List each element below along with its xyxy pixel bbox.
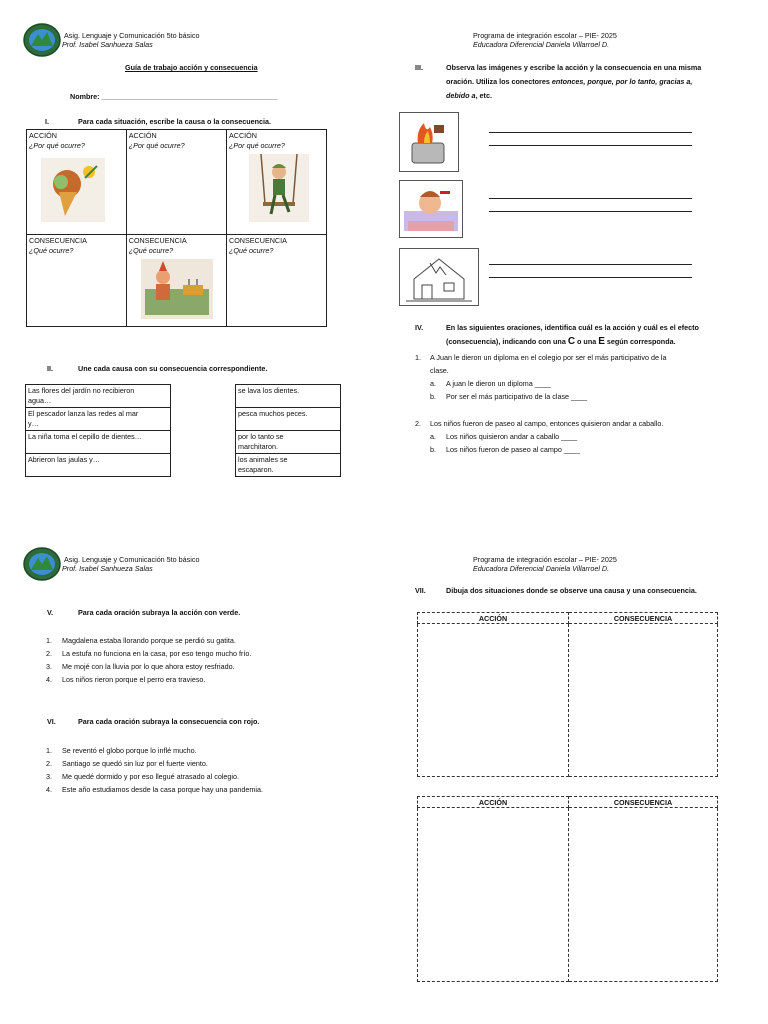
sub-letter: b. bbox=[430, 445, 436, 454]
answer-line[interactable] bbox=[489, 145, 692, 146]
list-item: 1. Magdalena estaba llorando porque se perdió su gatita. bbox=[46, 636, 236, 645]
section7-number: VII. bbox=[415, 586, 426, 595]
effect-item[interactable]: pesca muchos peces. bbox=[236, 408, 341, 431]
answer-line[interactable] bbox=[489, 198, 692, 199]
drawing-table-2 bbox=[417, 796, 718, 982]
list-item: 2. Santiago se quedó sin luz por el fuerte viento. bbox=[46, 759, 208, 768]
page-title: Guía de trabajo acción y consecuencia bbox=[125, 63, 258, 72]
item-number: 2. bbox=[415, 419, 421, 428]
list-item: 1. Se reventó el globo porque lo inflé mucho. bbox=[46, 746, 197, 755]
teacher-header: Prof. Isabel Sanhueza Salas bbox=[62, 564, 153, 573]
answer-line[interactable] bbox=[489, 132, 692, 133]
effects-column bbox=[235, 384, 341, 477]
item-text: clase. bbox=[430, 366, 449, 375]
section4-number: IV. bbox=[415, 323, 424, 332]
subject-header: Asig. Lenguaje y Comunicación 5to básico bbox=[64, 31, 200, 40]
effect-item[interactable]: los animales se escaparon. bbox=[236, 454, 341, 477]
drawing-area-action[interactable] bbox=[418, 808, 569, 982]
action-question: ¿Por qué ocurre? bbox=[29, 140, 85, 150]
action-header: ACCIÓN bbox=[418, 797, 569, 808]
sub-letter: a. bbox=[430, 432, 436, 441]
consequence-label: CONSECUENCIA bbox=[128, 236, 187, 245]
answer-line[interactable] bbox=[489, 277, 692, 278]
section1-number: I. bbox=[45, 117, 49, 126]
action-cell-3[interactable] bbox=[227, 130, 327, 235]
cause-consequence-table bbox=[26, 129, 327, 327]
action-header: ACCIÓN bbox=[418, 613, 569, 624]
item-text: Los niños fueron de paseo al campo, entonces quisieron andar a caballo. bbox=[430, 419, 664, 428]
effect-item[interactable]: por lo tanto se marchitaron. bbox=[236, 431, 341, 454]
section3-line2: oración. Utiliza los conectores entonces, porque, por lo tanto, gracias a, bbox=[446, 77, 693, 86]
item-number: 1. bbox=[415, 353, 421, 362]
causes-column bbox=[25, 384, 171, 477]
section5-title: Para cada oración subraya la acción con verde. bbox=[78, 608, 241, 617]
consequence-question: ¿Qué ocurre? bbox=[128, 245, 174, 255]
program-header: Programa de integración escolar – PIE- 2025 bbox=[473, 555, 617, 564]
consequence-header: CONSECUENCIA bbox=[569, 797, 718, 808]
effect-item[interactable]: se lava los dientes. bbox=[236, 385, 341, 408]
ice-cream-sun-image bbox=[41, 158, 105, 222]
section2-title: Une cada causa con su consecuencia correspondiente. bbox=[78, 364, 268, 373]
consequence-label: CONSECUENCIA bbox=[229, 236, 287, 245]
drawing-table-1 bbox=[417, 612, 718, 777]
section4-line1: En las siguientes oraciones, identifica cuál es la acción y cuál es el efecto bbox=[446, 323, 699, 332]
consequence-cell-2[interactable] bbox=[126, 235, 226, 327]
child-birthday-cake-image bbox=[141, 259, 213, 319]
program-header: Programa de integración escolar – PIE- 2025 bbox=[473, 31, 617, 40]
list-item: 4. Este año estudiamos desde la casa porque hay una pandemia. bbox=[46, 785, 263, 794]
drawing-area-consequence[interactable] bbox=[569, 624, 718, 777]
sub-letter: b. bbox=[430, 392, 436, 401]
section4-line2: (consecuencia), indicando con una C o una E según corresponda. bbox=[446, 336, 676, 347]
drawing-area-action[interactable] bbox=[418, 624, 569, 777]
subject-header: Asig. Lenguaje y Comunicación 5to básico bbox=[64, 555, 200, 564]
sick-child-bed-image bbox=[399, 180, 463, 238]
burning-toaster-image bbox=[399, 112, 459, 172]
boy-swing-image bbox=[249, 154, 309, 222]
action-label: ACCIÓN bbox=[29, 131, 57, 140]
name-field-label: Nombre: ____________________________________________ bbox=[70, 92, 278, 101]
sub-item-text: A juan le dieron un diploma ____ bbox=[446, 379, 551, 388]
section3-line1: Observa las imágenes y escribe la acción y la consecuencia en una misma bbox=[446, 63, 702, 72]
consequence-question: ¿Qué ocurre? bbox=[229, 245, 274, 255]
list-item: 4. Los niños rieron porque el perro era travieso. bbox=[46, 675, 206, 684]
action-label: ACCIÓN bbox=[229, 131, 257, 140]
section3-line3: debido a, etc. bbox=[446, 91, 492, 100]
educator-header: Educadora Diferencial Daniela Villarroel D. bbox=[473, 564, 610, 573]
consequence-label: CONSECUENCIA bbox=[29, 236, 87, 245]
section1-title: Para cada situación, escribe la causa o la consecuencia. bbox=[78, 117, 271, 126]
section6-title: Para cada oración subraya la consecuencia con rojo. bbox=[78, 717, 260, 726]
section6-number: VI. bbox=[47, 717, 56, 726]
sub-item-text: Los niños fueron de paseo al campo ____ bbox=[446, 445, 580, 454]
item-text: A Juan le dieron un diploma en el colegio por ser el más participativo de la bbox=[430, 353, 667, 362]
section5-number: V. bbox=[47, 608, 54, 617]
section6-list bbox=[46, 744, 263, 796]
cause-item[interactable]: El pescador lanza las redes al mar y… bbox=[26, 408, 171, 431]
consequence-cell-3[interactable] bbox=[227, 235, 327, 327]
drawing-area-consequence[interactable] bbox=[569, 808, 718, 982]
educator-header: Educadora Diferencial Daniela Villarroel D. bbox=[473, 40, 610, 49]
consequence-cell-1[interactable] bbox=[27, 235, 127, 327]
section7-title: Dibuja dos situaciones donde se observe una causa y una consecuencia. bbox=[446, 586, 697, 595]
teacher-header: Prof. Isabel Sanhueza Salas bbox=[62, 40, 153, 49]
cause-item[interactable]: Las flores del jardín no recibieron agua… bbox=[26, 385, 171, 408]
school-logo-icon bbox=[22, 22, 62, 58]
action-question: ¿Por qué ocurre? bbox=[229, 140, 285, 150]
sub-item-text: Los niños quisieron andar a caballo ____ bbox=[446, 432, 578, 441]
cause-item[interactable]: Abrieron las jaulas y… bbox=[26, 454, 171, 477]
cause-item[interactable]: La niña toma el cepillo de dientes… bbox=[26, 431, 171, 454]
action-cell-2[interactable] bbox=[126, 130, 226, 235]
list-item: 3. Me mojé con la lluvia por lo que ahora estoy resfriado. bbox=[46, 662, 235, 671]
action-label: ACCIÓN bbox=[128, 131, 157, 140]
action-cell-1[interactable] bbox=[27, 130, 127, 235]
answer-line[interactable] bbox=[489, 264, 692, 265]
answer-line[interactable] bbox=[489, 211, 692, 212]
list-item: 3. Me quedé dormido y por eso llegué atrasado al colegio. bbox=[46, 772, 240, 781]
sub-item-text: Por ser el más participativo de la clase ____ bbox=[446, 392, 588, 401]
section5-list bbox=[46, 634, 251, 686]
broken-house-image bbox=[399, 248, 479, 306]
list-item: 2. La estufa no funciona en la casa, por eso tengo mucho frío. bbox=[46, 649, 252, 658]
school-logo-icon bbox=[22, 546, 62, 582]
consequence-header: CONSECUENCIA bbox=[569, 613, 718, 624]
sub-letter: a. bbox=[430, 379, 436, 388]
action-question: ¿Por qué ocurre? bbox=[128, 140, 185, 150]
section2-number: II. bbox=[47, 364, 53, 373]
consequence-question: ¿Qué ocurre? bbox=[29, 245, 74, 255]
section3-number: III. bbox=[415, 63, 423, 72]
